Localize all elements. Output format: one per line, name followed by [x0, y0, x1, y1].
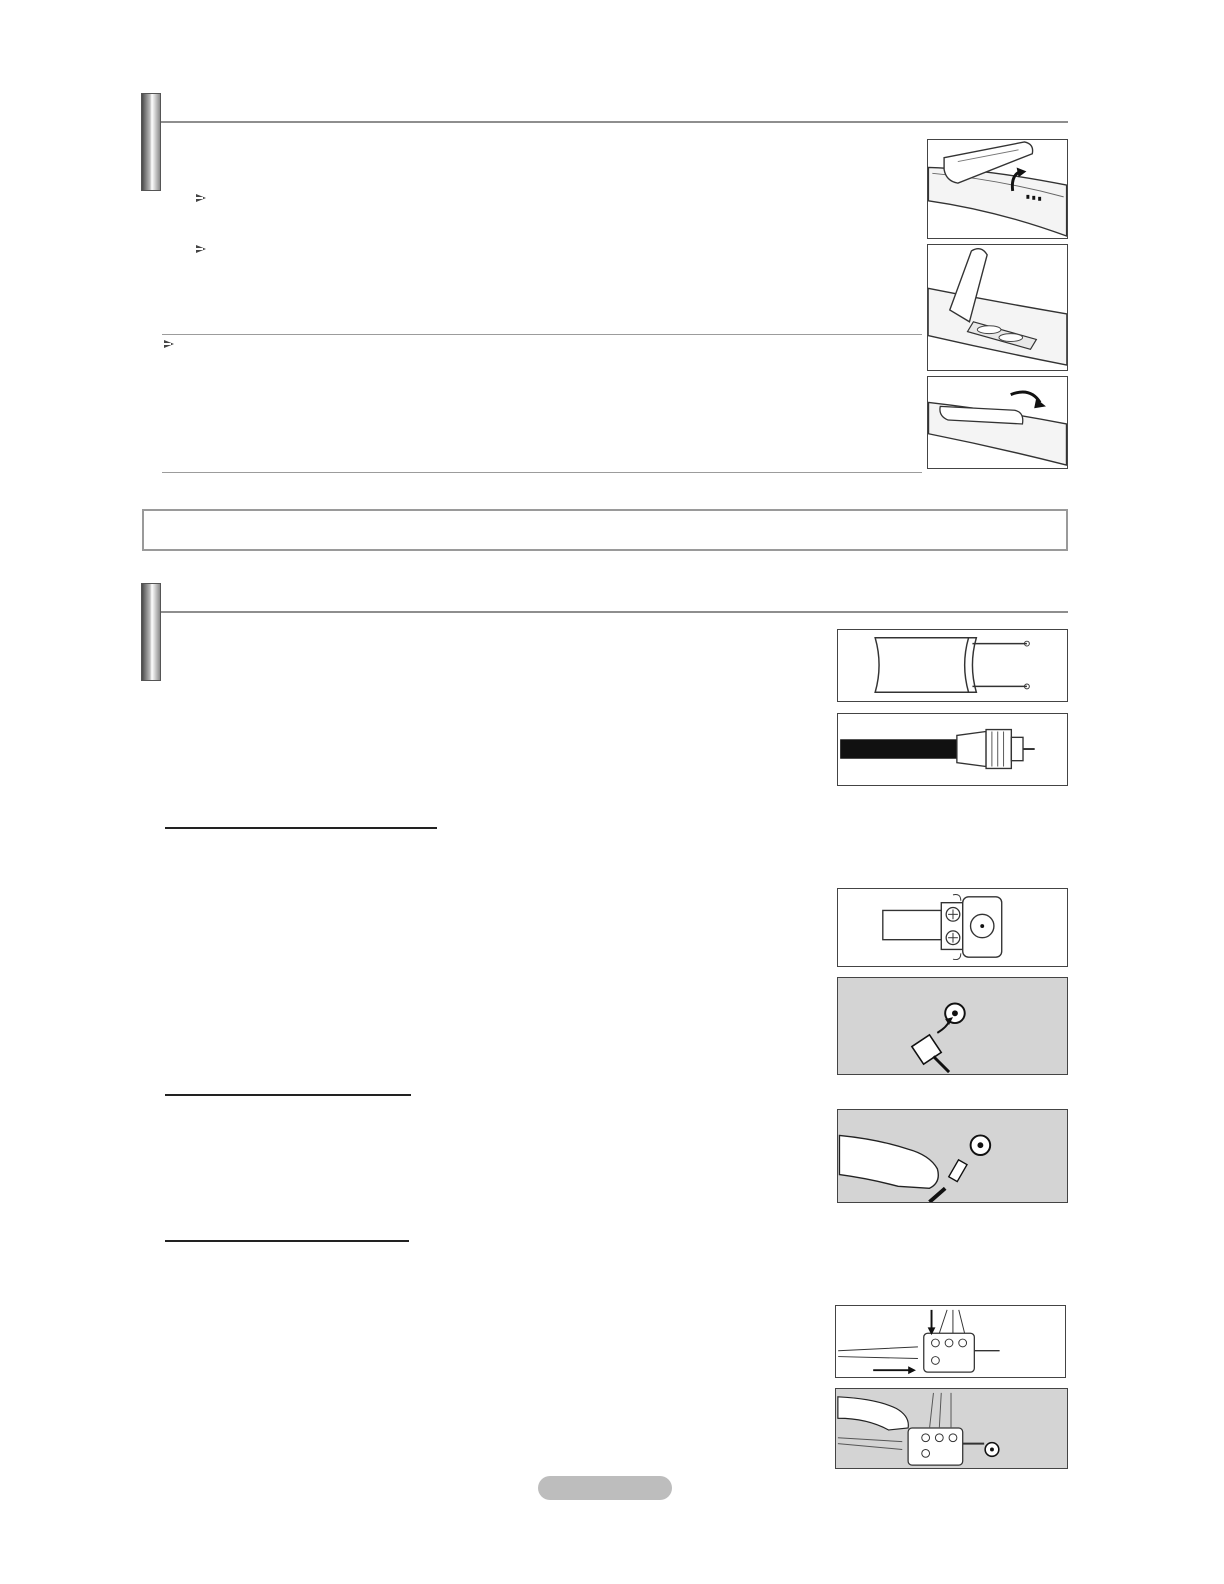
coaxial-cable-illustration: [838, 714, 1067, 785]
remote-cover-open-figure: [927, 139, 1068, 239]
adapter-screw-terminals-figure: [837, 888, 1068, 967]
remote-battery-compartment-figure: [927, 244, 1068, 371]
section-marker-antenna: [141, 583, 161, 681]
subheading-underline-2: [165, 1094, 411, 1096]
section-rule-antenna: [161, 611, 1068, 613]
splitter-connection-figure: [835, 1388, 1068, 1469]
adapter-to-ant-in-illustration: [838, 978, 1067, 1074]
coaxial-cable-figure: [837, 713, 1068, 786]
note-arrow-icon: [196, 194, 206, 202]
twin-lead-cable-illustration: [838, 630, 1067, 701]
subheading-underline-1: [165, 827, 437, 829]
note-arrow-icon: [196, 245, 206, 253]
note-box-bottom-rule: [162, 472, 922, 473]
adapter-to-ant-in-figure: [837, 977, 1068, 1075]
info-box: [142, 509, 1068, 551]
remote-cover-open-illustration: [928, 140, 1067, 238]
remote-cover-close-illustration: [928, 377, 1067, 468]
remote-battery-compartment-illustration: [928, 245, 1067, 370]
note-box-top-rule: [162, 334, 922, 335]
coaxial-plug-to-ant-in-illustration: [838, 1110, 1067, 1202]
note-arrow-icon: [164, 340, 174, 348]
twin-lead-cable-figure: [837, 629, 1068, 702]
coaxial-plug-to-ant-in-figure: [837, 1109, 1068, 1203]
adapter-screw-terminals-illustration: [838, 889, 1067, 966]
splitter-connection-illustration: [836, 1389, 1067, 1468]
splitter-diagram-illustration: [836, 1306, 1065, 1377]
section-marker-batteries: [141, 93, 161, 191]
subheading-underline-3: [165, 1240, 409, 1242]
remote-cover-close-figure: [927, 376, 1068, 469]
splitter-diagram-figure: [835, 1305, 1066, 1378]
section-rule-batteries: [161, 121, 1068, 123]
page-number-badge: [538, 1476, 672, 1500]
